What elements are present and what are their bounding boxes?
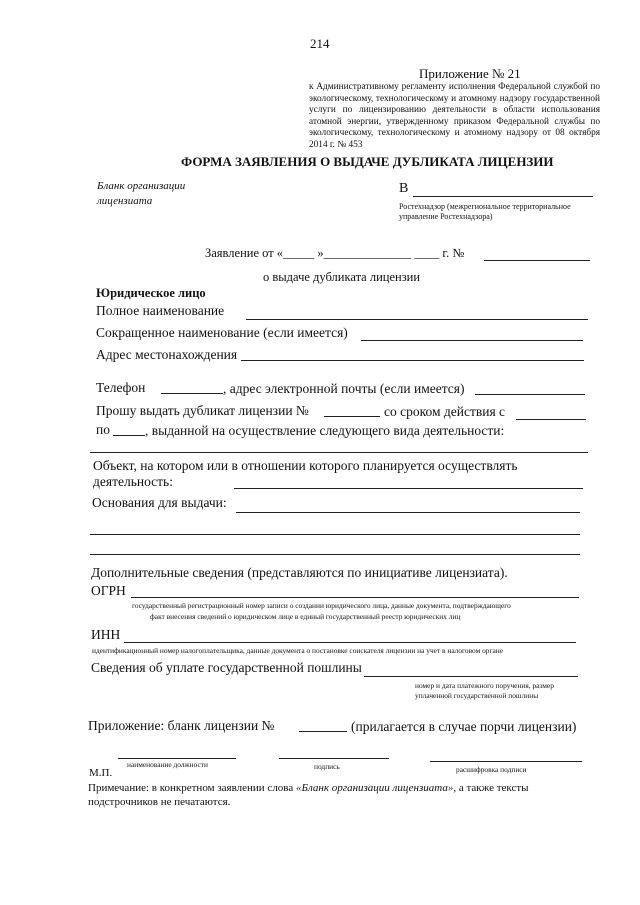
decode-field[interactable] [430, 761, 582, 762]
grounds-field-3[interactable] [90, 554, 580, 555]
signature-field[interactable] [279, 758, 389, 759]
grounds-field-2[interactable] [90, 534, 580, 535]
grounds-label: Основания для выдачи: [92, 495, 227, 510]
license-number-field[interactable] [324, 416, 380, 417]
additional-heading: Дополнительные сведения (представляются по инициативе лицензиата). [91, 565, 508, 580]
activity-type-field[interactable] [90, 452, 588, 453]
to-label: В [399, 181, 409, 196]
blank-label-line2: лицензиата [97, 195, 153, 207]
blank-label-line1: Бланк организации [97, 180, 186, 192]
address-field[interactable] [241, 360, 584, 361]
fee-caption-line2: уплаченной государственной пошлины [415, 691, 539, 700]
page-number: 214 [310, 36, 330, 51]
address-label: Адрес местонахождения [96, 347, 238, 362]
inn-caption: идентификационный номер налогоплательщика, данные документа о постановке соискателя лицензии на учет в налоговом органе [92, 646, 504, 655]
decode-caption: расшифровка подписи [456, 765, 527, 774]
ogrn-caption-line1: государственный регистрационный номер записи о создании юридического лица, данные документа, подтверждающего [132, 601, 511, 610]
ogrn-caption-line2: факт внесения сведений о юридическом лице в единый государственный реестр юридических лиц [150, 612, 461, 621]
position-field[interactable] [118, 758, 236, 759]
stamp-label: М.П. [89, 767, 113, 779]
signature-caption: подпись [314, 762, 340, 771]
statement-number-line[interactable] [484, 260, 590, 261]
appendix-text: к Административному регламенту исполнения Федеральной службой по экологическому, технологическому и атомному надзору государственной услуги по лицензированию деятельности в области использования атомной энергии, утвержденному приказом Федеральной службы по экологическому, технологическому и атомному надзору от 08 октября 2014 г. № 453 [309, 82, 600, 150]
object-line2: деятельность: [93, 474, 173, 489]
to-caption-line1: Ростехнадзор (межрегиональное территориальное [399, 202, 571, 211]
valid-to-field[interactable] [113, 435, 145, 436]
inn-field[interactable] [124, 642, 576, 643]
short-name-label: Сокращенное наименование (если имеется) [96, 325, 348, 340]
note-italic: «Бланк организации лицензиата» [296, 782, 454, 794]
note-line1 [88, 782, 529, 794]
grounds-field-1[interactable] [236, 512, 580, 513]
email-field[interactable] [475, 394, 585, 395]
attachment-suffix: (прилагается в случае порчи лицензии) [351, 719, 577, 734]
attachment-prefix: Приложение: бланк лицензии № [88, 718, 275, 733]
ogrn-label: ОГРН [91, 583, 126, 598]
short-name-field[interactable] [361, 340, 583, 341]
inn-label: ИНН [91, 627, 121, 642]
fee-caption-line1: номер и дата платежного поручения, размер [415, 681, 554, 690]
to-caption-line2: управление Ростехнадзора) [399, 212, 493, 221]
email-label: , адрес электронной почты (если имеется) [223, 381, 465, 396]
request-line1-a: Прошу выдать дубликат лицензии № [96, 403, 309, 418]
phone-field[interactable] [161, 393, 223, 394]
request-line2-a: по [96, 422, 110, 437]
full-name-label: Полное наименование [96, 303, 225, 318]
note-suffix: , а также тексты [453, 782, 529, 794]
attachment-number-field[interactable] [299, 731, 347, 732]
fee-label: Сведения об уплате государственной пошлины [91, 660, 362, 675]
full-name-field[interactable] [246, 319, 588, 320]
note-prefix: Примечание: в конкретном заявлении слова [88, 782, 294, 794]
valid-from-field[interactable] [516, 419, 586, 420]
statement-line: Заявление от «_____ »______________ ____ г. № [205, 246, 465, 260]
form-title: ФОРМА ЗАЯВЛЕНИЯ О ВЫДАЧЕ ДУБЛИКАТА ЛИЦЕНЗИИ [181, 154, 554, 169]
fee-field[interactable] [364, 676, 578, 677]
appendix-title: Приложение № 21 [419, 66, 521, 81]
request-line2-b: , выданной на осуществление следующего вида деятельности: [145, 423, 505, 438]
object-line1: Объект, на котором или в отношении которого планируется осуществлять [93, 458, 518, 473]
request-line1-b: со сроком действия с [384, 404, 506, 419]
legal-entity-heading: Юридическое лицо [96, 286, 206, 300]
to-field-line[interactable] [413, 196, 593, 197]
phone-label: Телефон [96, 380, 146, 395]
object-field[interactable] [234, 488, 583, 489]
note-line2: подстрочников не печатаются. [88, 796, 231, 808]
position-caption: наименование должности [127, 760, 208, 769]
statement-subtitle: о выдаче дубликата лицензии [263, 270, 421, 284]
ogrn-field[interactable] [131, 597, 579, 598]
